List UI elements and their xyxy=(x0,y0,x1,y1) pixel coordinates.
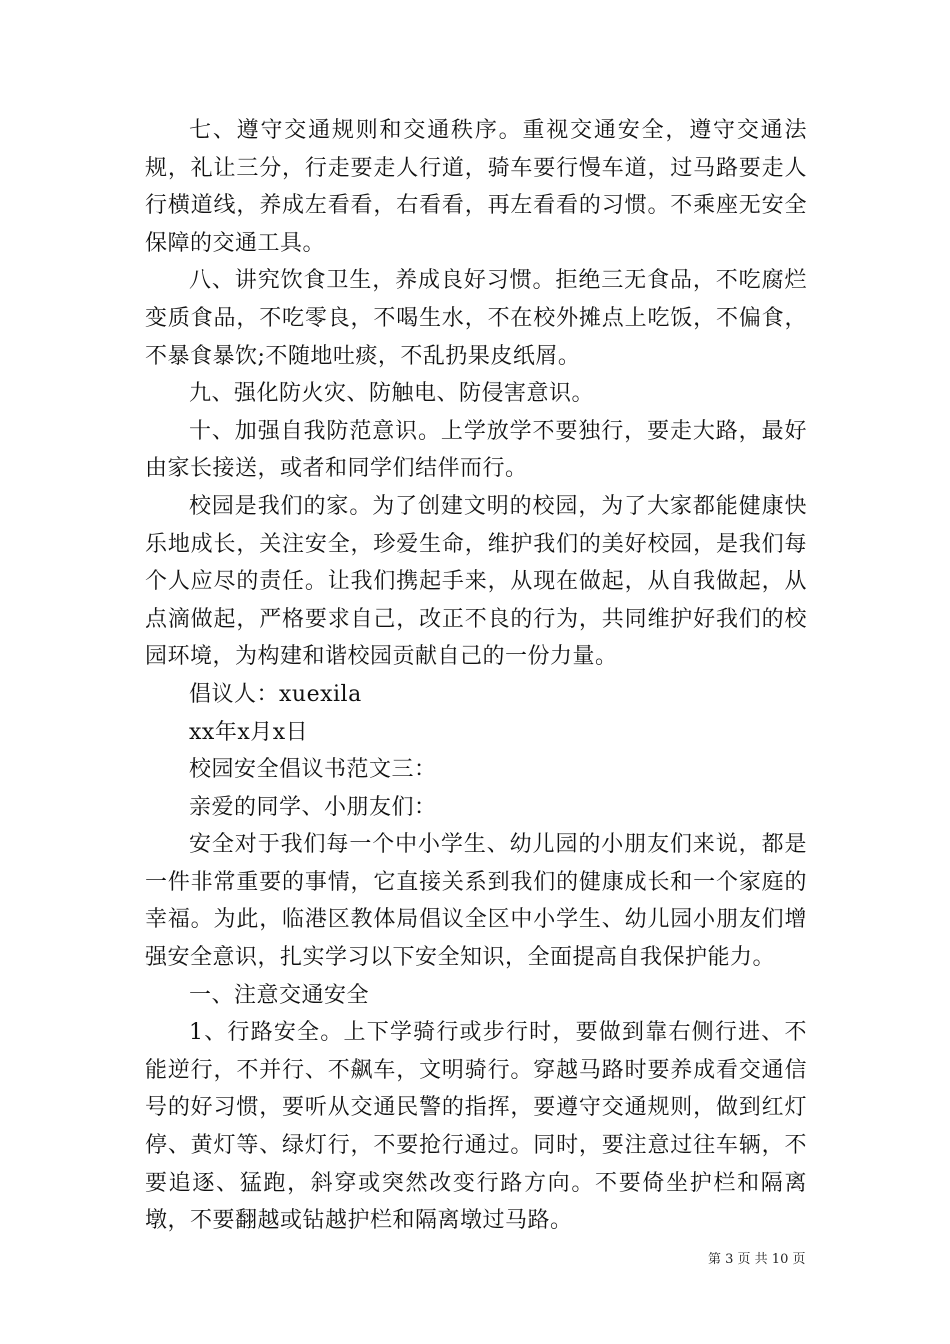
paragraph-salutation: 亲爱的同学、小朋友们： xyxy=(189,794,437,820)
paragraph-campus-home: 校园是我们的家。为了创建文明的校园，为了大家都能健康快乐地成长，关注安全，珍爱生命，维护我们的美好校园，是我们每个人应尽的责任。让我们携起手来，从现在做起，从自我做起，从点滴做起，严格要求自己，改正不良的行为，共同维护好我们的校园环境，为构建和谐校园贡献自己的一份力量。 xyxy=(145,493,807,670)
paragraph-fire-safety: 九、强化防火灾、防触电、防侵害意识。 xyxy=(189,381,595,407)
paragraph-road-safety: 1、行路安全。上下学骑行或步行时，要做到靠右侧行进、不能逆行，不并行、不飙车，文明骑行。穿越马路时要养成看交通信号的好习惯，要听从交通民警的指挥，要遵守交通规则，做到红灯停、黄灯等、绿灯行，不要抢行通过。同时，要注意过往车辆，不要追逐、猛跑，斜穿或突然改变行路方向。不要倚坐护栏和隔离墩，不要翻越或钻越护栏和隔离墩过马路。 xyxy=(145,1020,807,1234)
paragraph-proposer: 倡议人：xuexila xyxy=(189,681,362,707)
paragraph-safety-intro: 安全对于我们每一个中小学生、幼儿园的小朋友们来说，都是一件非常重要的事情，它直接关系到我们的健康成长和一个家庭的幸福。为此，临港区教体局倡议全区中小学生、幼儿园小朋友们增强安全意识，扎实学习以下安全知识，全面提高自我保护能力。 xyxy=(145,832,807,971)
page-number: 第 3 页 共 10 页 xyxy=(708,1252,806,1267)
paragraph-heading-traffic: 一、注意交通安全 xyxy=(189,982,370,1008)
paragraph-traffic-rules: 七、遵守交通规则和交通秩序。重视交通安全，遵守交通法规，礼让三分，行走要走人行道，骑车要行慢车道，过马路要走人行横道线，养成左看看，右看看，再左看看的习惯。不乘座无安全保障的交通工具。 xyxy=(145,118,807,256)
paragraph-food-hygiene: 八、讲究饮食卫生，养成良好习惯。拒绝三无食品，不吃腐烂变质食品，不吃零良，不喝生水，不在校外摊点上吃饭，不偏食，不暴食暴饮;不随地吐痰，不乱扔果皮纸屑。 xyxy=(145,268,807,369)
paragraph-date: xx年x月x日 xyxy=(189,719,309,745)
paragraph-self-protection: 十、加强自我防范意识。上学放学不要独行，要走大路，最好由家长接送，或者和同学们结伴而行。 xyxy=(145,418,807,482)
document-body xyxy=(145,112,807,1240)
paragraph-section-title: 校园安全倡议书范文三： xyxy=(189,757,437,783)
